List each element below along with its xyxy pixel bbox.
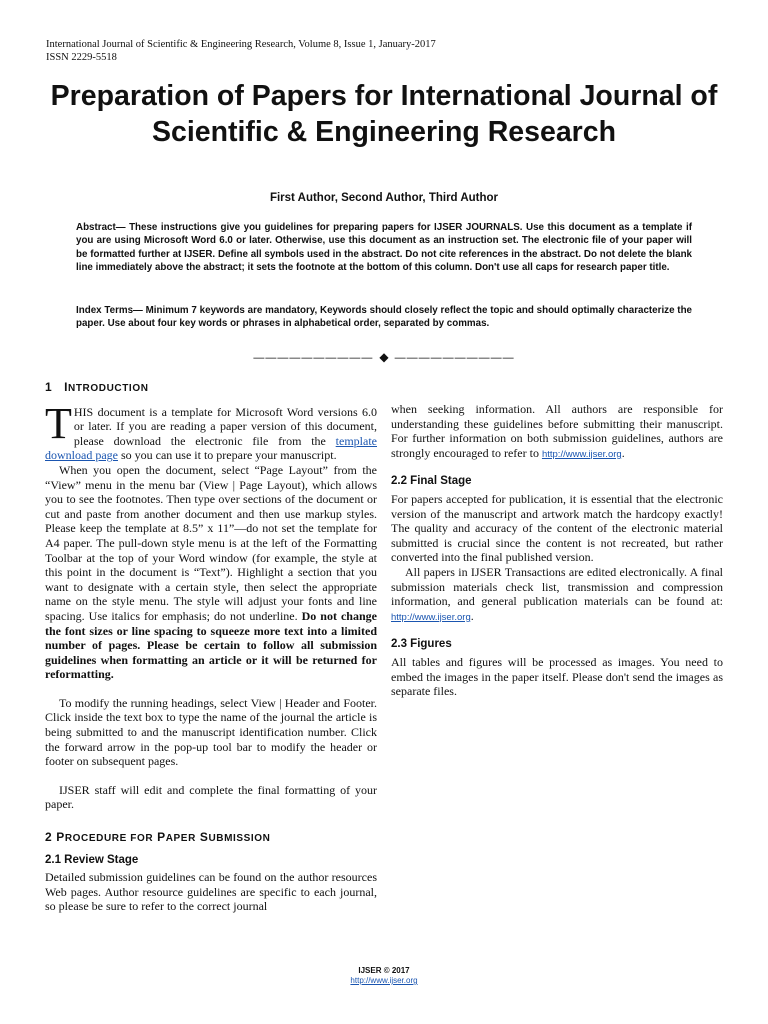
review-stage-continued: when seeking information. All authors are responsible for understanding these guidelines before submitting their manuscript. For further information on both submission guidelines, authors are strongly encouraged to refer to http://www.ijser.org. xyxy=(391,402,723,460)
page-footer xyxy=(334,966,434,986)
right-column xyxy=(391,402,723,699)
index-terms: Index Terms— Minimum 7 keywords are mandatory, Keywords should closely reflect the topic and should optimally characterize the paper. Use about four key words or phrases in alphabetical order, separated by commas. xyxy=(76,305,692,330)
journal-citation: International Journal of Scientific & Engineering Research, Volume 8, Issue 1, January-2017 xyxy=(46,39,436,50)
diamond-icon: ◆ xyxy=(379,350,389,364)
subsection-heading-final-stage: 2.2 Final Stage xyxy=(391,475,472,488)
subsection-heading-figures: 2.3 Figures xyxy=(391,638,452,651)
paper-title: Preparation of Papers for International Journal of Scientific & Engineering Research xyxy=(50,80,718,148)
review-stage-paragraph: Detailed submission guidelines can be found on the author resources Web pages. Author resource guidelines are specific to each journal, so please be sure to refer to the correct journal xyxy=(45,870,377,914)
divider-dashes-left: —————————— xyxy=(253,352,374,364)
issn: ISSN 2229-5518 xyxy=(46,52,117,63)
figures-paragraph: All tables and figures will be processed as images. You need to embed the images in the paper itself. Please don't send the images as separate files. xyxy=(391,654,723,699)
final-stage-paragraph-1: For papers accepted for publication, it is essential that the electronic version of the manuscript and artwork match the hardcopy exactly! The quality and accuracy of the content of the electronic material submitted is crucial since the content is not recreated, but rather converted into the final published version. xyxy=(391,491,723,565)
intro-paragraph-4: IJSER staff will edit and complete the final formatting of your paper. xyxy=(45,782,377,812)
intro-paragraph-2: When you open the document, select “Page Layout” from the “View” menu in the menu bar (View | Page Layout), which allows you to see the footnotes. Then type over sections of the document or cut and paste from another document and then use markup styles. Please keep the template at 8.5” x 11”—do not set the template for A4 paper. The pull-down style menu is at the left of the Formatting Toolbar at the top of your Word window (for example, the style at this point in the document is “Text”). Highlight a section that you want to designate with a certain style, then select the appropriate name on the style menu. The style will adjust your fonts and line spacing. Use italics for emphasis; do not underline. Do not change the font sizes or line spacing to squeeze more text into a limited number of pages. Please be certain to follow all submission guidelines when formatting an article or it will be returned for reformatting. xyxy=(45,462,377,682)
ijser-link[interactable]: http://www.ijser.org xyxy=(391,611,471,623)
footer-url-link[interactable]: http://www.ijser.org xyxy=(350,976,418,985)
ijser-link[interactable]: http://www.ijser.org xyxy=(541,448,622,460)
left-column xyxy=(45,380,377,914)
intro-paragraph-3: To modify the running headings, select View | Header and Footer. Click inside the text box to type the name of the journal the article is being submitted to and the manuscript identification number. Click the forward arrow in the pop-up tool bar to modify the header or footer on subsequent pages. xyxy=(45,695,377,769)
subsection-heading-review-stage: 2.1 Review Stage xyxy=(45,853,139,866)
section-divider xyxy=(250,350,518,364)
template-download-link[interactable]: template download page xyxy=(45,433,377,463)
running-head xyxy=(46,38,436,64)
drop-cap: T xyxy=(45,398,72,448)
section-heading-procedure: 2 PROCEDURE FOR PAPER SUBMISSION xyxy=(45,830,271,845)
divider-dashes-right: —————————— xyxy=(394,352,515,364)
intro-paragraph-1: THIS document is a template for Microsoft Word versions 6.0 or later. If you are reading a paper version of this document, please download the electronic file from the template download page so you can use it to prepare your manuscript. xyxy=(45,398,377,463)
author-list: First Author, Second Author, Third Author xyxy=(269,192,499,204)
final-stage-paragraph-2: All papers in IJSER Transactions are edited electronically. A final submission materials check list, transmission and compression information, and general publication materials can be found at: http://www.ijser.org. xyxy=(391,564,723,623)
footer-copyright: IJSER © 2017 xyxy=(358,966,410,975)
section-heading-introduction: 1 INTRODUCTION xyxy=(45,380,149,394)
formatting-warning: Do not change the font sizes or line spacing to squeeze more text into a limited number of pages. Please be certain to follow all submission guidelines when formatting an article or it will be returned for reformatting. xyxy=(45,608,377,682)
abstract: Abstract— These instructions give you guidelines for preparing papers for IJSER JOURNALS. Use this document as a template if you are using Microsoft Word 6.0 or later. Otherwise, use this document as an instruction set. The electronic file of your paper will be formatted further at IJSER. Define all symbols used in the abstract. Do not cite references in the abstract. Do not delete the blank line immediately above the abstract; it sets the footnote at the bottom of this column. Don't use all caps for research paper title. xyxy=(76,222,692,274)
